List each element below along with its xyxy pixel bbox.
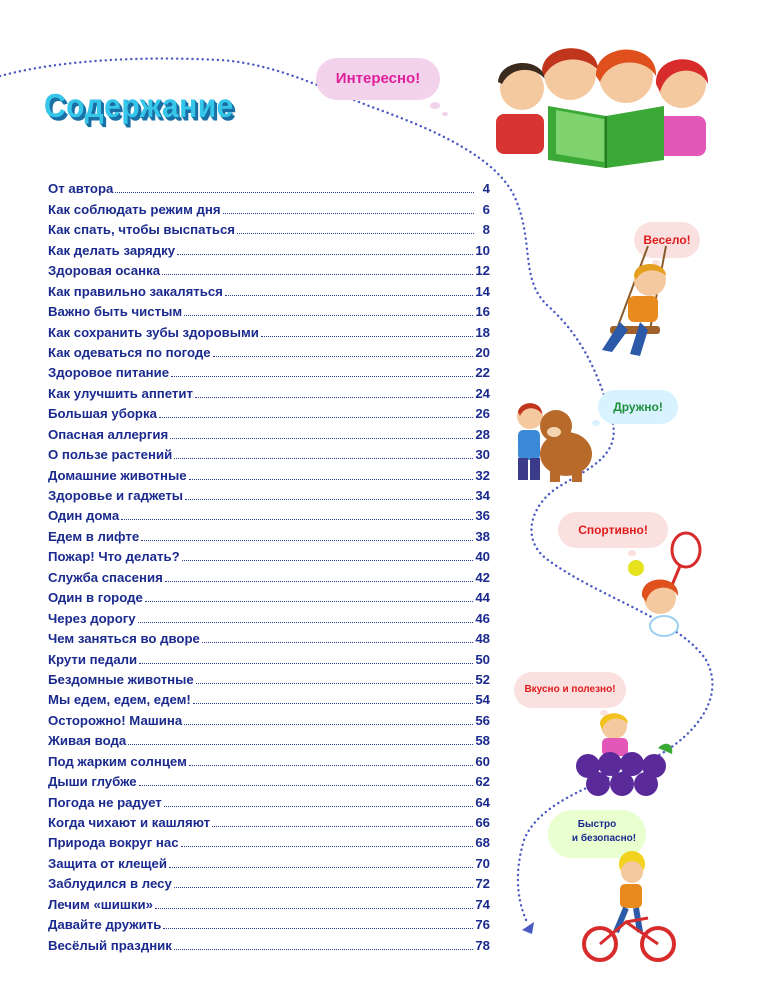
toc-entry-title: Погода не радует: [48, 794, 162, 810]
bubble-tail: [430, 102, 440, 109]
toc-page-number: 38: [475, 528, 490, 544]
toc-entry[interactable]: [48, 850, 490, 870]
toc-entry-title: Как сохранить зубы здоровыми: [48, 324, 259, 340]
toc-page-number: 6: [482, 201, 490, 217]
toc-dot-leader: [225, 295, 473, 296]
toc-dot-leader: [170, 438, 473, 439]
toc-page-number: 18: [475, 324, 490, 340]
kids-reading-illustration: [486, 36, 726, 168]
toc-entry[interactable]: [48, 401, 490, 421]
toc-page-number: 36: [475, 508, 490, 524]
toc-entry-title: Как делать зарядку: [48, 242, 176, 258]
toc-page-number: 54: [475, 692, 490, 708]
toc-page-number: 20: [475, 344, 490, 360]
table-of-contents: [48, 176, 490, 953]
toc-dot-leader: [212, 826, 473, 827]
toc-entry-title: Как правильно закаляться: [48, 283, 223, 299]
toc-entry-title: От автора: [48, 181, 114, 197]
toc-dot-leader: [174, 949, 473, 950]
girl-tennis-illustration: [600, 530, 710, 640]
toc-page-number: 42: [475, 569, 490, 585]
toc-entry-title: Домашние животные: [48, 467, 187, 483]
toc-entry[interactable]: [48, 340, 490, 360]
toc-page-number: 46: [475, 610, 490, 626]
toc-page-number: 52: [475, 671, 490, 687]
toc-page-number: 44: [475, 590, 490, 606]
toc-entry-title: Мы едем, едем, едем!: [48, 692, 191, 708]
toc-entry[interactable]: [48, 810, 490, 830]
toc-entry-title: Здоровая осанка: [48, 263, 161, 279]
toc-entry[interactable]: [48, 871, 490, 891]
toc-entry[interactable]: [48, 830, 490, 850]
toc-dot-leader: [171, 376, 473, 377]
toc-entry-title: Как одеваться по погоде: [48, 344, 211, 360]
toc-entry[interactable]: [48, 769, 490, 789]
toc-dot-leader: [139, 785, 474, 786]
toc-page-number: 66: [475, 815, 490, 830]
toc-entry-title: Важно быть чистым: [48, 304, 183, 320]
toc-entry[interactable]: [48, 483, 490, 503]
toc-entry[interactable]: [48, 748, 490, 768]
toc-page-number: 56: [475, 712, 490, 728]
toc-entry[interactable]: [48, 932, 490, 952]
toc-dot-leader: [184, 315, 473, 316]
toc-entry-title: Бездомные животные: [48, 671, 194, 687]
toc-entry[interactable]: [48, 605, 490, 625]
toc-dot-leader: [182, 560, 474, 561]
toc-entry-title: Как спать, чтобы выспаться: [48, 222, 236, 238]
toc-dot-leader: [165, 581, 474, 582]
toc-dot-leader: [185, 499, 473, 500]
toc-dot-leader: [195, 397, 473, 398]
toc-page-number: 32: [475, 467, 490, 483]
toc-dot-leader: [162, 274, 473, 275]
toc-dot-leader: [261, 336, 473, 337]
toc-page-number: 30: [475, 447, 490, 463]
toc-dot-leader: [139, 663, 473, 664]
toc-entry[interactable]: [48, 278, 490, 298]
toc-entry[interactable]: [48, 421, 490, 441]
toc-dot-leader: [138, 622, 474, 623]
toc-dot-leader: [159, 417, 473, 418]
bubble-line: Быстро: [577, 819, 617, 830]
toc-entry[interactable]: [48, 523, 490, 543]
toc-entry-title: Дыши глубже: [48, 774, 137, 790]
toc-dot-leader: [196, 683, 474, 684]
toc-page-number: 12: [475, 263, 490, 279]
boy-on-swing-illustration: [590, 246, 680, 366]
toc-page-number: 16: [475, 304, 490, 320]
toc-page-number: 8: [482, 222, 490, 238]
toc-entry-title: Давайте дружить: [48, 917, 162, 933]
toc-page-number: 14: [475, 283, 490, 299]
toc-page-number: 28: [475, 426, 490, 442]
toc-dot-leader: [213, 356, 474, 357]
toc-entry[interactable]: [48, 585, 490, 605]
toc-entry-title: Защита от клещей: [48, 855, 168, 871]
toc-dot-leader: [115, 192, 474, 193]
toc-dot-leader: [163, 928, 473, 929]
toc-entry[interactable]: [48, 196, 490, 216]
bubble-sporty: Спортивно!: [558, 512, 668, 548]
toc-entry-title: Опасная аллергия: [48, 426, 169, 442]
toc-page-number: 74: [475, 896, 490, 912]
toc-entry-title: Один дома: [48, 508, 120, 524]
bubble-line: и безопасно!: [571, 833, 637, 844]
toc-page-number: 50: [475, 651, 490, 667]
bubble-interesting: Интересно!: [316, 58, 440, 100]
toc-entry-title: Весёлый праздник: [48, 937, 172, 953]
toc-dot-leader: [141, 540, 473, 541]
toc-entry-title: Через дорогу: [48, 610, 136, 626]
toc-entry-title: Как соблюдать режим дня: [48, 201, 221, 217]
kid-on-bicycle-illustration: [578, 848, 678, 966]
toc-page-number: 72: [475, 876, 490, 892]
toc-entry[interactable]: [48, 176, 490, 196]
toc-entry[interactable]: [48, 237, 490, 257]
toc-entry[interactable]: [48, 360, 490, 380]
toc-entry[interactable]: [48, 707, 490, 727]
toc-dot-leader: [174, 458, 473, 459]
toc-entry[interactable]: [48, 462, 490, 482]
toc-entry-title: Здоровое питание: [48, 365, 170, 381]
toc-entry[interactable]: [48, 728, 490, 748]
toc-entry-title: О пользе растений: [48, 447, 173, 463]
bubble-fun: Весело!: [634, 222, 700, 258]
toc-page-number: 4: [482, 181, 490, 197]
toc-dot-leader: [177, 254, 473, 255]
toc-page-number: 40: [475, 549, 490, 565]
toc-entry[interactable]: [48, 626, 490, 646]
toc-entry-title: Как улучшить аппетит: [48, 385, 193, 401]
toc-entry[interactable]: [48, 380, 490, 400]
toc-entry-title: Природа вокруг нас: [48, 835, 179, 851]
page-title: Содержание: [44, 88, 234, 125]
toc-entry[interactable]: [48, 789, 490, 809]
toc-dot-leader: [155, 908, 473, 909]
toc-page-number: 78: [475, 937, 490, 953]
boy-with-dog-illustration: [510, 396, 600, 486]
toc-entry[interactable]: [48, 544, 490, 564]
toc-dot-leader: [184, 724, 473, 725]
toc-page-number: 22: [475, 365, 490, 381]
toc-page-number: 34: [475, 488, 490, 503]
toc-entry[interactable]: [48, 299, 490, 319]
toc-page-number: 10: [475, 242, 490, 258]
toc-entry-title: Чем заняться во дворе: [48, 631, 200, 647]
toc-dot-leader: [237, 233, 474, 234]
toc-entry-title: Пожар! Что делать?: [48, 549, 180, 565]
toc-page-number: 60: [475, 753, 490, 769]
toc-entry-title: Живая вода: [48, 733, 127, 749]
toc-dot-leader: [202, 642, 473, 643]
toc-entry-title: Большая уборка: [48, 406, 157, 422]
toc-dot-leader: [223, 213, 474, 214]
toc-entry[interactable]: [48, 667, 490, 687]
toc-dot-leader: [128, 744, 473, 745]
toc-dot-leader: [193, 703, 474, 704]
toc-dot-leader: [169, 867, 473, 868]
toc-page-number: 64: [475, 794, 490, 810]
toc-dot-leader: [189, 479, 474, 480]
toc-entry-title: Служба спасения: [48, 569, 163, 585]
toc-entry[interactable]: [48, 503, 490, 523]
girl-on-grapes-illustration: [574, 704, 674, 800]
toc-entry-title: Крути педали: [48, 651, 138, 667]
toc-page-number: 62: [475, 774, 490, 790]
toc-page-number: 26: [475, 406, 490, 422]
toc-dot-leader: [181, 846, 474, 847]
toc-entry-title: Под жарким солнцем: [48, 753, 187, 769]
toc-entry[interactable]: [48, 891, 490, 911]
toc-entry-title: Когда чихают и кашляют: [48, 815, 211, 830]
toc-entry[interactable]: [48, 646, 490, 666]
toc-page-number: 76: [475, 917, 490, 933]
toc-page-number: 58: [475, 733, 490, 749]
toc-entry[interactable]: [48, 217, 490, 237]
bubble-tasty: Вкусно и полезно!: [514, 672, 626, 708]
toc-entry-title: Один в городе: [48, 590, 143, 606]
toc-entry[interactable]: [48, 687, 490, 707]
toc-page-number: 68: [475, 835, 490, 851]
toc-page-number: 24: [475, 385, 490, 401]
toc-entry-title: Лечим «шишки»: [48, 896, 153, 912]
toc-dot-leader: [174, 887, 474, 888]
toc-entry[interactable]: [48, 912, 490, 932]
toc-entry[interactable]: [48, 564, 490, 584]
toc-entry[interactable]: [48, 319, 490, 339]
toc-entry-title: Здоровье и гаджеты: [48, 488, 184, 503]
toc-dot-leader: [164, 806, 474, 807]
toc-entry-title: Заблудился в лесу: [48, 876, 172, 892]
toc-entry-title: Едем в лифте: [48, 528, 140, 544]
toc-entry[interactable]: [48, 258, 490, 278]
toc-page-number: 48: [475, 631, 490, 647]
toc-page-number: 70: [475, 855, 490, 871]
toc-entry-title: Осторожно! Машина: [48, 712, 183, 728]
toc-dot-leader: [189, 765, 473, 766]
toc-dot-leader: [145, 601, 474, 602]
toc-entry[interactable]: [48, 442, 490, 462]
bubble-tail: [442, 112, 448, 116]
toc-dot-leader: [121, 519, 473, 520]
bubble-friendly: Дружно!: [598, 390, 678, 424]
